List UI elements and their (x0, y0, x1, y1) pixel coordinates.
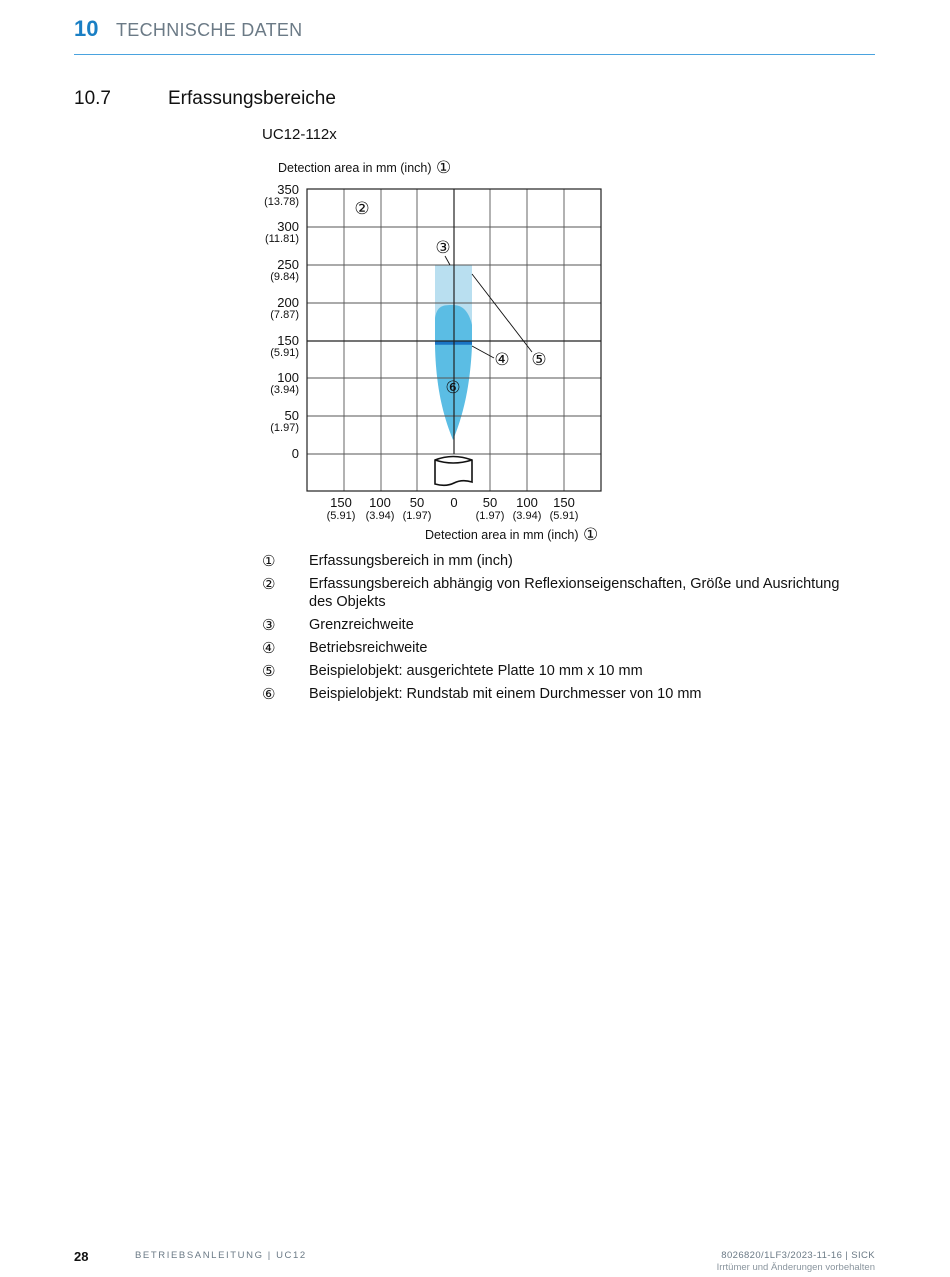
y-tick: 250 (277, 257, 299, 272)
x-tick: 0 (450, 495, 458, 510)
footer-document-title: BETRIEBSANLEITUNG | UC12 (135, 1250, 307, 1261)
y-tick-inch: (7.87) (270, 309, 299, 321)
y-tick-labels (264, 182, 299, 461)
x-tick-labels (327, 495, 579, 522)
section-title: Erfassungsbereiche (168, 88, 336, 109)
legend-item (262, 662, 862, 680)
y-tick: 0 (291, 446, 299, 461)
detection-area-diagram (250, 150, 620, 550)
x-axis-caption: Detection area in mm (inch) (425, 528, 579, 542)
x-tick-inch: (3.94) (512, 510, 542, 522)
legend-item (262, 575, 862, 611)
footer-reference: 8026820/1LF3/2023-11-16 | SICK (721, 1250, 875, 1261)
chapter-number: 10 (74, 16, 99, 41)
legend-marker: ④ (262, 639, 276, 657)
legend-marker: ② (262, 575, 276, 593)
x-tick: 100 (516, 495, 538, 510)
y-tick-inch: (13.78) (264, 196, 299, 208)
marker-2: ② (354, 199, 370, 219)
marker-1-top: ① (436, 158, 452, 178)
marker-3: ③ (435, 238, 451, 258)
legend-item (262, 552, 862, 570)
legend-item (262, 685, 862, 703)
section-number: 10.7 (74, 88, 111, 109)
page-number: 28 (74, 1249, 89, 1264)
legend-item (262, 639, 862, 657)
legend-marker: ⑤ (262, 662, 276, 680)
x-tick-inch: (1.97) (402, 510, 432, 522)
legend-text: Erfassungsbereich abhängig von Reflexionseigenschaften, Größe und Ausrichtung des Objekts (309, 576, 840, 610)
y-tick-inch: (3.94) (270, 384, 299, 396)
grid-frame (307, 189, 601, 491)
marker-5: ⑤ (531, 350, 547, 370)
legend-text: Erfassungsbereich in mm (inch) (309, 553, 513, 569)
marker-1-bottom: ① (583, 525, 599, 545)
marker-4: ④ (494, 350, 510, 370)
x-tick-inch: (5.91) (549, 510, 579, 522)
y-tick: 100 (277, 370, 299, 385)
legend-marker: ⑥ (262, 685, 276, 703)
y-axis-caption: Detection area in mm (inch) (278, 161, 432, 175)
y-tick-inch: (1.97) (270, 422, 299, 434)
legend-marker: ① (262, 552, 276, 570)
y-tick-inch: (9.84) (270, 271, 299, 283)
x-tick: 150 (553, 495, 575, 510)
chapter-header (74, 14, 875, 55)
legend-item (262, 616, 862, 634)
legend-text: Beispielobjekt: ausgerichtete Platte 10 mm x 10 mm (309, 663, 643, 679)
x-tick: 50 (482, 495, 498, 510)
x-tick-inch: (1.97) (475, 510, 505, 522)
x-tick: 50 (409, 495, 425, 510)
figure-title: UC12-112x (262, 126, 337, 143)
y-tick: 150 (277, 333, 299, 348)
footer-disclaimer: Irrtümer und Änderungen vorbehalten (716, 1262, 875, 1273)
legend-text: Grenzreichweite (309, 617, 414, 633)
y-tick-inch: (11.81) (264, 233, 299, 245)
marker-6: ⑥ (445, 378, 461, 398)
sensor-icon (435, 457, 472, 486)
legend-marker: ③ (262, 616, 276, 634)
legend-text: Betriebsreichweite (309, 640, 428, 656)
chapter-title: TECHNISCHE DATEN (116, 20, 303, 40)
y-tick: 350 (277, 182, 299, 197)
y-tick: 200 (277, 295, 299, 310)
x-tick-inch: (3.94) (365, 510, 395, 522)
y-tick: 300 (277, 219, 299, 234)
legend-text: Beispielobjekt: Rundstab mit einem Durchmesser von 10 mm (309, 686, 702, 702)
x-tick: 150 (330, 495, 352, 510)
legend (262, 552, 862, 708)
x-tick: 100 (369, 495, 391, 510)
x-tick-inch: (5.91) (326, 510, 356, 522)
y-tick: 50 (284, 408, 299, 423)
y-tick-inch: (5.91) (270, 347, 299, 359)
